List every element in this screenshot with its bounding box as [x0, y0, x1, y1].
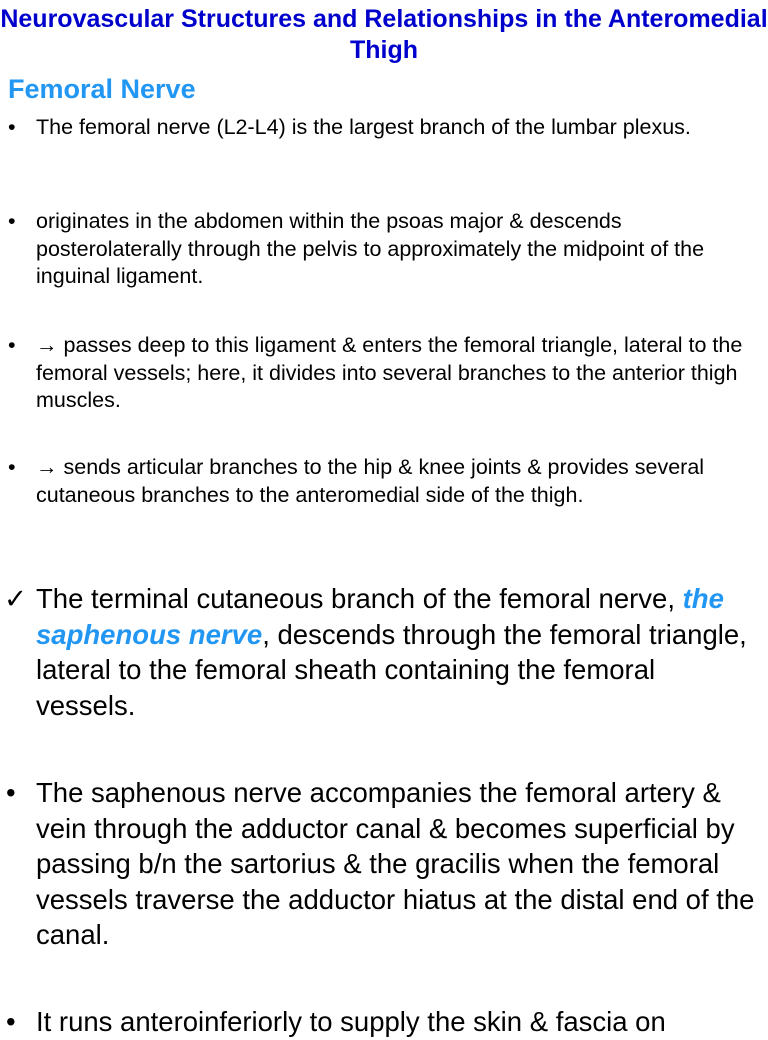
list-item-text: It runs anteroinferiorly to supply the skin & fascia on — [36, 1006, 666, 1037]
list-item-body: passes deep to this ligament & enters the femoral triangle, lateral to the femoral vessels; here, it divides into several branches to the anterior thigh muscles. — [36, 333, 743, 412]
list-item-text: The saphenous nerve accompanies the femoral artery & vein through the adductor canal & becomes superficial by passing b/n the sartorius & the gracilis when the femoral vessels traverse the adductor hiatus at the distal end of the canal. — [36, 777, 755, 950]
bullet-icon: • — [8, 333, 16, 357]
bullet-icon: • — [8, 115, 16, 139]
arrow-right-icon: → — [36, 455, 58, 479]
list-item-body: sends articular branches to the hip & knee joints & provides several cutaneous branches to the anteromedial side of the thigh. — [36, 455, 705, 507]
list-item-text — [36, 581, 762, 723]
section-heading: Femoral Nerve — [8, 74, 196, 104]
page-title: Neurovascular Structures and Relationships in the Anteromedial Thigh — [0, 5, 768, 64]
list-item-body-after: , descends through the femoral triangle, lateral to the femoral sheath containing the femoral vessels. — [36, 618, 747, 721]
highlight-term: the saphenous nerve — [36, 583, 724, 650]
list-item-text — [36, 454, 762, 509]
list-item-text: The femoral nerve (L2-L4) is the largest branch of the lumbar plexus. — [36, 115, 691, 139]
list-item-text: originates in the abdomen within the psoas major & descends posterolaterally through the pelvis to approximately the midpoint of the inguinal ligament. — [36, 209, 705, 288]
bullet-icon: • — [6, 1006, 16, 1037]
checkmark-icon: ✓ — [4, 583, 28, 614]
list-item-text — [36, 332, 762, 415]
arrow-right-icon: → — [36, 333, 58, 357]
list-item-body: The terminal cutaneous branch of the femoral nerve, — [36, 583, 675, 614]
bullet-icon: • — [8, 209, 16, 233]
bullet-icon: • — [8, 455, 16, 479]
bullet-icon: • — [6, 777, 16, 808]
